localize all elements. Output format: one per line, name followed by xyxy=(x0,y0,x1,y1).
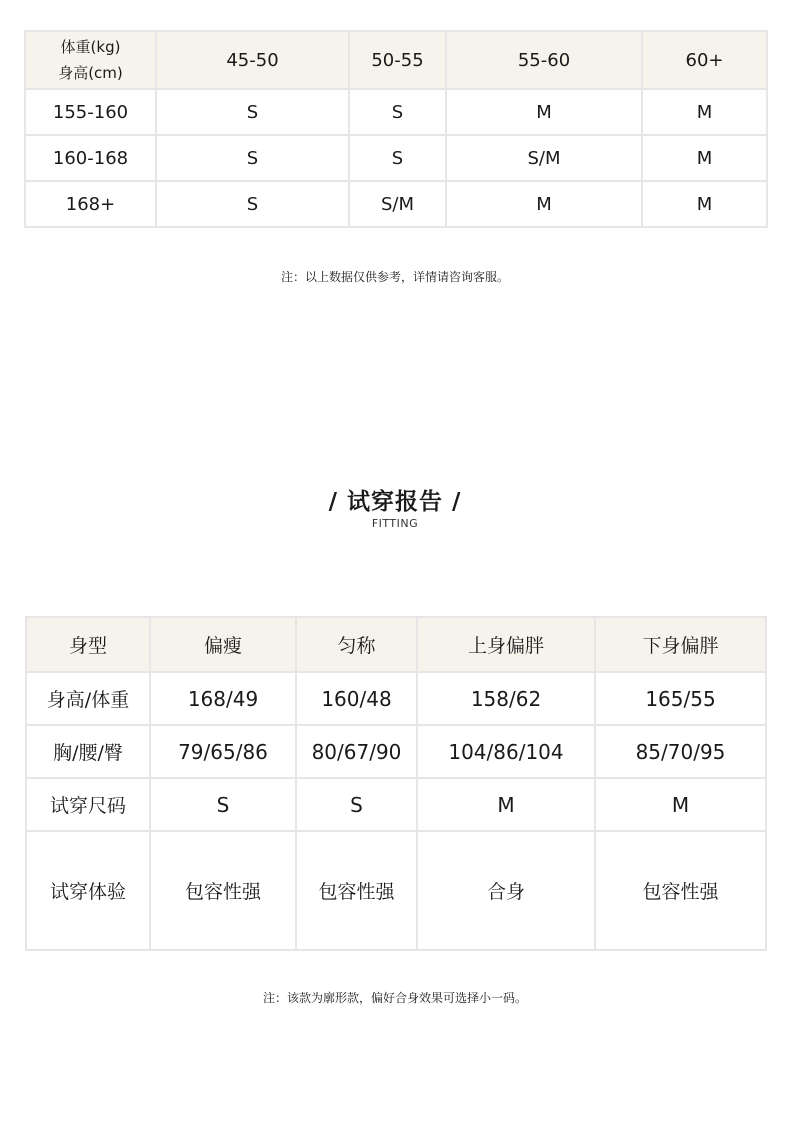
fitting-header-row xyxy=(26,617,766,672)
fitting-cell: 85/70/95 xyxy=(595,725,766,778)
size-chart-corner-cell xyxy=(25,31,156,89)
fitting-row-label: 试穿体验 xyxy=(26,831,150,950)
fitting-row-label: 胸/腰/臀 xyxy=(26,725,150,778)
fitting-cell: 165/55 xyxy=(595,672,766,725)
size-chart-row xyxy=(25,181,767,227)
size-chart-row xyxy=(25,89,767,135)
fitting-row xyxy=(26,778,766,831)
height-row-header: 155-160 xyxy=(25,89,156,135)
fitting-row-label: 试穿尺码 xyxy=(26,778,150,831)
fitting-report-table xyxy=(25,616,767,951)
size-cell: S xyxy=(156,89,349,135)
weight-column-header: 60+ xyxy=(642,31,767,89)
fitting-header-cell: 下身偏胖 xyxy=(595,617,766,672)
fitting-cell: 包容性强 xyxy=(595,831,766,950)
fitting-header-cell: 身型 xyxy=(26,617,150,672)
fitting-row xyxy=(26,672,766,725)
weight-column-header: 45-50 xyxy=(156,31,349,89)
fitting-cell: 80/67/90 xyxy=(296,725,417,778)
fitting-cell: 160/48 xyxy=(296,672,417,725)
size-cell: M xyxy=(446,181,642,227)
fitting-cell: S xyxy=(296,778,417,831)
section-title: / 试穿报告 / xyxy=(328,489,462,515)
fitting-row xyxy=(26,831,766,950)
fitting-cell: 包容性强 xyxy=(296,831,417,950)
fitting-cell: 104/86/104 xyxy=(417,725,595,778)
fitting-cell: M xyxy=(595,778,766,831)
fitting-cell: 158/62 xyxy=(417,672,595,725)
size-cell: M xyxy=(642,89,767,135)
section-subtitle: FITTING xyxy=(371,517,419,530)
fitting-header-cell: 上身偏胖 xyxy=(417,617,595,672)
size-chart-row xyxy=(25,135,767,181)
size-cell: M xyxy=(446,89,642,135)
fitting-cell: 79/65/86 xyxy=(150,725,296,778)
size-chart-table xyxy=(24,30,768,228)
size-cell: S xyxy=(349,135,446,181)
size-cell: M xyxy=(642,135,767,181)
fitting-cell: M xyxy=(417,778,595,831)
size-cell: S xyxy=(156,181,349,227)
weight-axis-label: 体重(kg) xyxy=(60,38,121,56)
fitting-cell: S xyxy=(150,778,296,831)
height-row-header: 168+ xyxy=(25,181,156,227)
weight-column-header: 55-60 xyxy=(446,31,642,89)
height-row-header: 160-168 xyxy=(25,135,156,181)
fitting-note: 注：该款为廓形款，偏好合身效果可选择小一码。 xyxy=(262,991,527,1005)
weight-column-header: 50-55 xyxy=(349,31,446,89)
fitting-header-cell: 匀称 xyxy=(296,617,417,672)
size-cell: S/M xyxy=(349,181,446,227)
fitting-header-cell: 偏瘦 xyxy=(150,617,296,672)
fitting-cell: 168/49 xyxy=(150,672,296,725)
size-cell: M xyxy=(642,181,767,227)
fitting-cell: 包容性强 xyxy=(150,831,296,950)
size-cell: S/M xyxy=(446,135,642,181)
height-axis-label: 身高(cm) xyxy=(58,64,123,82)
size-chart-note: 注：以上数据仅供参考，详情请咨询客服。 xyxy=(280,270,509,284)
fitting-row-label: 身高/体重 xyxy=(26,672,150,725)
size-cell: S xyxy=(156,135,349,181)
size-cell: S xyxy=(349,89,446,135)
size-chart-header-row xyxy=(25,31,767,89)
fitting-cell: 合身 xyxy=(417,831,595,950)
fitting-row xyxy=(26,725,766,778)
